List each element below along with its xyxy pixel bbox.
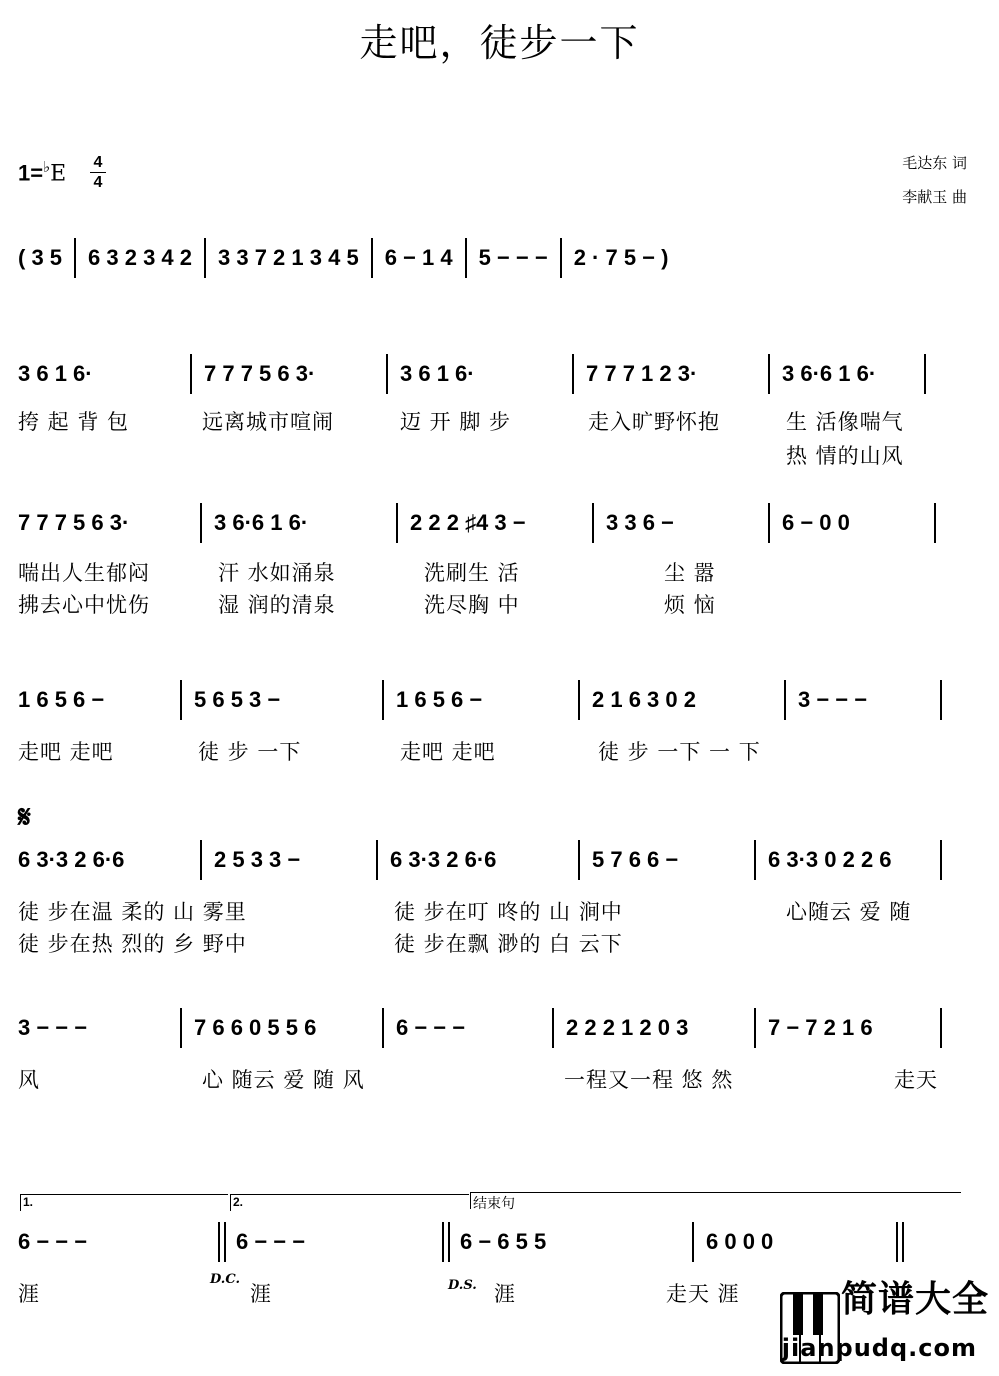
- page-title: 走吧，徒步一下: [359, 21, 640, 65]
- watermark-name: 简谱大全: [840, 1279, 989, 1320]
- barline: [578, 680, 580, 720]
- lyric: 烦 恼: [664, 593, 716, 617]
- measure: 6 3·3 0 2 2 6: [768, 847, 892, 872]
- lyric: 迈 开 脚 步: [400, 410, 512, 434]
- time-top: 4: [93, 154, 103, 171]
- measure: 6 − − −: [18, 1229, 88, 1254]
- lyrics-verse-2: [18, 928, 981, 958]
- time-divider: [90, 172, 106, 173]
- lyrics-verse-2: [18, 589, 981, 619]
- lyric: 徒 步在飘 渺的 白 云下: [394, 932, 623, 956]
- measure: 5 7 6 6 −: [592, 847, 679, 872]
- lyric: 生 活像喘气: [786, 410, 904, 434]
- barline: [560, 238, 562, 278]
- notes-row: [18, 354, 981, 394]
- ds-marking: D.S.: [448, 1278, 477, 1293]
- barline: [396, 503, 398, 543]
- measure: 2 · 7 5 − ): [573, 245, 669, 270]
- final-barline: [896, 1222, 904, 1262]
- measure: 6 − 0 0: [782, 510, 850, 535]
- measure: 7 7 7 5 6 3·: [18, 510, 130, 535]
- barline: [572, 354, 574, 394]
- measure: 3 6 1 6·: [400, 361, 475, 386]
- barline: [940, 840, 942, 880]
- lyricist-credit: 毛达东 词: [902, 154, 967, 172]
- lyric: 涯: [250, 1282, 272, 1306]
- lyric: 洗刷生 活: [424, 561, 520, 585]
- barline: [376, 840, 378, 880]
- flat-sign: ♭: [43, 159, 51, 176]
- time-signature: [90, 154, 106, 191]
- barline: [200, 503, 202, 543]
- lyric: 风: [18, 1068, 40, 1092]
- segno-sign: 𝄋: [18, 800, 31, 835]
- key-note: E: [50, 161, 67, 187]
- measure: 2 2 2 ♯4 3 −: [410, 510, 526, 535]
- measure: 6 3·3 2 6·6: [390, 847, 497, 872]
- barline: [74, 238, 76, 278]
- barline: [768, 503, 770, 543]
- lyrics-verse-1: [18, 557, 981, 587]
- lyric: 徒 步在叮 咚的 山 涧中: [394, 900, 623, 924]
- lyric: 拂去心中忧伤: [18, 593, 150, 617]
- lyric: 湿 润的清泉: [218, 593, 336, 617]
- barline: [190, 354, 192, 394]
- lyric: 挎 起 背 包: [18, 410, 130, 434]
- lyric: 徒 步 一下: [198, 740, 302, 764]
- barline: [754, 840, 756, 880]
- lyric: 喘出人生郁闷: [18, 561, 150, 585]
- lyric: 远离城市喧闹: [202, 410, 334, 434]
- dc-marking: D.C.: [210, 1272, 240, 1287]
- notes-row: [18, 238, 981, 278]
- lyric: 尘 嚣: [664, 561, 716, 585]
- measure: 7 7 7 5 6 3·: [204, 361, 316, 386]
- lyric: 洗尽胸 中: [424, 593, 520, 617]
- barline: [382, 1008, 384, 1048]
- barline: [592, 503, 594, 543]
- lyric: 涯: [18, 1282, 40, 1306]
- lyric: 徒 步在热 烈的 乡 野中: [18, 932, 247, 956]
- lyric: 走天: [894, 1068, 938, 1092]
- barline: [386, 354, 388, 394]
- barline: [180, 1008, 182, 1048]
- lyric: 走吧 走吧: [18, 740, 114, 764]
- barline: [940, 1008, 942, 1048]
- volta-1: 1.: [20, 1194, 228, 1211]
- measure: 7 − 7 2 1 6: [768, 1015, 873, 1040]
- lyrics-verse-1: [18, 406, 981, 436]
- lyrics-verse-1: [18, 896, 981, 926]
- ending-bracket: 结束句: [470, 1192, 961, 1209]
- time-bottom: 4: [93, 174, 103, 191]
- measure: 6 3·3 2 6·6: [18, 847, 125, 872]
- lyrics-verse-2: [18, 440, 981, 470]
- lyrics-verse-1: [18, 736, 981, 766]
- barline: [200, 840, 202, 880]
- lyric: 走入旷野怀抱: [588, 410, 720, 434]
- measure: 2 2 2 1 2 0 3: [566, 1015, 689, 1040]
- barline: [552, 1008, 554, 1048]
- measure: 7 6 6 0 5 5 6: [194, 1015, 317, 1040]
- double-barline: [218, 1222, 226, 1262]
- volta-2: 2.: [230, 1194, 469, 1211]
- barline: [204, 238, 206, 278]
- lyric: 心随云 爱 随: [786, 900, 912, 924]
- lyric: 热 情的山风: [786, 444, 904, 468]
- barline: [768, 354, 770, 394]
- measure: 3 − − −: [798, 687, 868, 712]
- barline: [754, 1008, 756, 1048]
- barline: [934, 503, 936, 543]
- measure: 6 3 2 3 4 2: [88, 245, 193, 270]
- lyric: 徒 步在温 柔的 山 雾里: [18, 900, 247, 924]
- lyric: 心 随云 爱 随 风: [202, 1068, 365, 1092]
- notes-row: [18, 503, 981, 543]
- measure: 7 7 7 1 2 3·: [586, 361, 698, 386]
- notes-row: [18, 680, 981, 720]
- lyric: 一程又一程 悠 然: [564, 1068, 734, 1092]
- barline: [924, 354, 926, 394]
- measure: 6 − 1 4: [384, 245, 453, 270]
- measure: 3 6·6 1 6·: [782, 361, 877, 386]
- barline: [180, 680, 182, 720]
- measure: ( 3 5: [18, 245, 63, 270]
- barline: [465, 238, 467, 278]
- barline: [940, 680, 942, 720]
- measure: 1 6 5 6 −: [18, 687, 105, 712]
- lyric: 走天 涯: [666, 1282, 740, 1306]
- barline: [784, 680, 786, 720]
- measure: 3 − − −: [18, 1015, 88, 1040]
- notes-row: [18, 1222, 981, 1262]
- composer-credit: 李献玉 曲: [902, 188, 967, 206]
- lyrics-verse-1: [18, 1064, 981, 1094]
- barline: [382, 680, 384, 720]
- lyric: 徒 步 一下 一 下: [598, 740, 761, 764]
- lyric: 汗 水如涌泉: [218, 561, 336, 585]
- measure: 6 0 0 0: [706, 1229, 774, 1254]
- measure: 3 3 6 −: [606, 510, 674, 535]
- measure: 3 3 7 2 1 3 4 5: [218, 245, 359, 270]
- measure: 2 5 3 3 −: [214, 847, 301, 872]
- measure: 5 6 5 3 −: [194, 687, 281, 712]
- measure: 6 − − −: [236, 1229, 306, 1254]
- key-signature: [18, 158, 66, 186]
- watermark-url: jianpudq.com: [781, 1334, 977, 1362]
- double-barline: [442, 1222, 450, 1262]
- barline: [371, 238, 373, 278]
- barline: [692, 1222, 694, 1262]
- measure: 6 − 6 5 5: [460, 1229, 547, 1254]
- notes-row: [18, 840, 981, 880]
- lyric: 涯: [494, 1282, 516, 1306]
- measure: 6 − − −: [396, 1015, 466, 1040]
- measure: 5 − − −: [478, 245, 548, 270]
- measure: 3 6 1 6·: [18, 361, 93, 386]
- measure: 2 1 6 3 0 2: [592, 687, 696, 712]
- measure: 3 6·6 1 6·: [214, 510, 309, 535]
- notes-row: [18, 1008, 981, 1048]
- barline: [578, 840, 580, 880]
- key-prefix: 1=: [18, 160, 44, 186]
- measure: 1 6 5 6 −: [396, 687, 483, 712]
- lyric: 走吧 走吧: [400, 740, 496, 764]
